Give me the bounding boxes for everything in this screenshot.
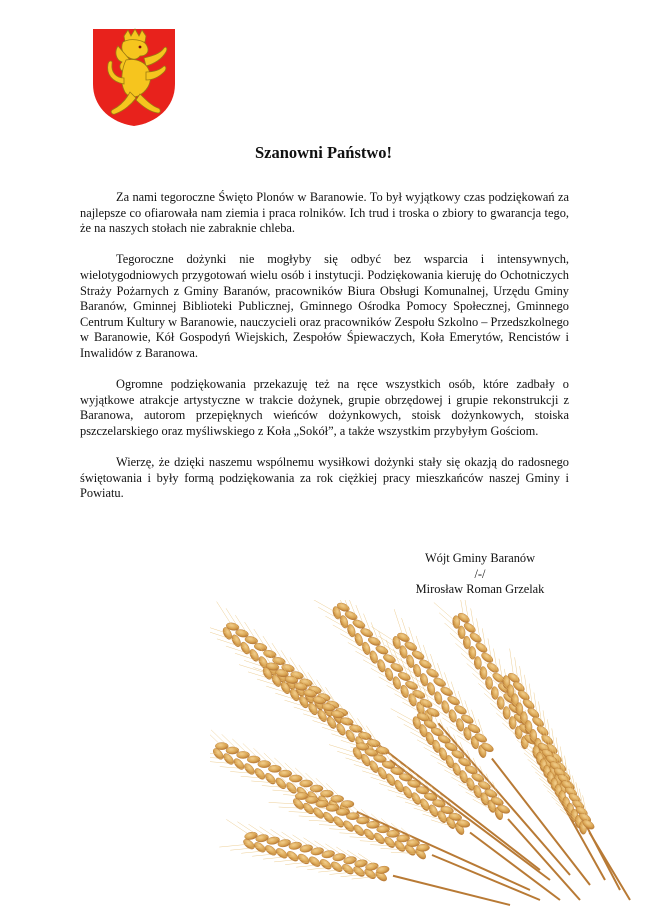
letter-paragraph: Za nami tegoroczne Święto Plonów w Baranowie. To był wyjątkowy czas podziękowań za najlepsze co ofiarowała nam ziemia i praca rolników. Ich trud i troska o zbiory to gwarancja tego, że na naszych stołach nie zabraknie chleba.	[80, 190, 569, 236]
signature-name: Mirosław Roman Grzelak	[415, 582, 545, 597]
letter-paragraph: Tegoroczne dożynki nie mogłyby się odbyć bez wsparcia i intensywnych, wielotygodniowych przygotowań wielu osób i instytucji. Podziękowania kieruję do Ochotniczych Straży Pożarnych z Gminy Baranów, pracowników Biura Obsługi Komunalnej, Urzędu Gminy Baranów, Gminnej Biblioteki Publicznej, Gminnego Ośrodka Pomocy Społecznej, Gminnego Centrum Kultury w Baranowie, nauczycieli oraz pracowników Zespołu Szkolno – Przedszkolnego w Baranowie, Kół Gospodyń Wiejskich, Zespołów Śpiewaczych, Koła Emerytów, Rencistów i Inwalidów z Baranowa.	[80, 252, 569, 360]
signature-mark: /-/	[474, 566, 486, 581]
letter-paragraph: Wierzę, że dzięki naszemu wspólnemu wysiłkowi dożynki stały się okazją do radosnego świętowania i były formą podziękowania za rok ciężkiej pracy mieszkańców naszej Gminy i Powiatu.	[80, 455, 569, 501]
letter-paragraph: Ogromne podziękowania przekazuję też na ręce wszystkich osób, które zadbały o wyjątkowe atrakcje artystyczne w trakcie dożynek, grupie obrzędowej i grupie rekonstrukcji z Baranowa, autorom przepięknych wieńców dożynkowych, stoisk dożynkowych, stoiska pszczelarskiego oraz myśliwskiego z Koła „Sokół”, a także wszystkim przybyłym Gościom.	[80, 377, 569, 438]
wheat-decoration-icon	[210, 600, 647, 912]
letter-greeting: Szanowni Państwo!	[254, 143, 393, 162]
signature-block	[380, 551, 580, 598]
coat-of-arms-icon	[90, 26, 178, 128]
letter-body	[80, 190, 569, 517]
signature-position: Wójt Gminy Baranów	[424, 551, 536, 565]
